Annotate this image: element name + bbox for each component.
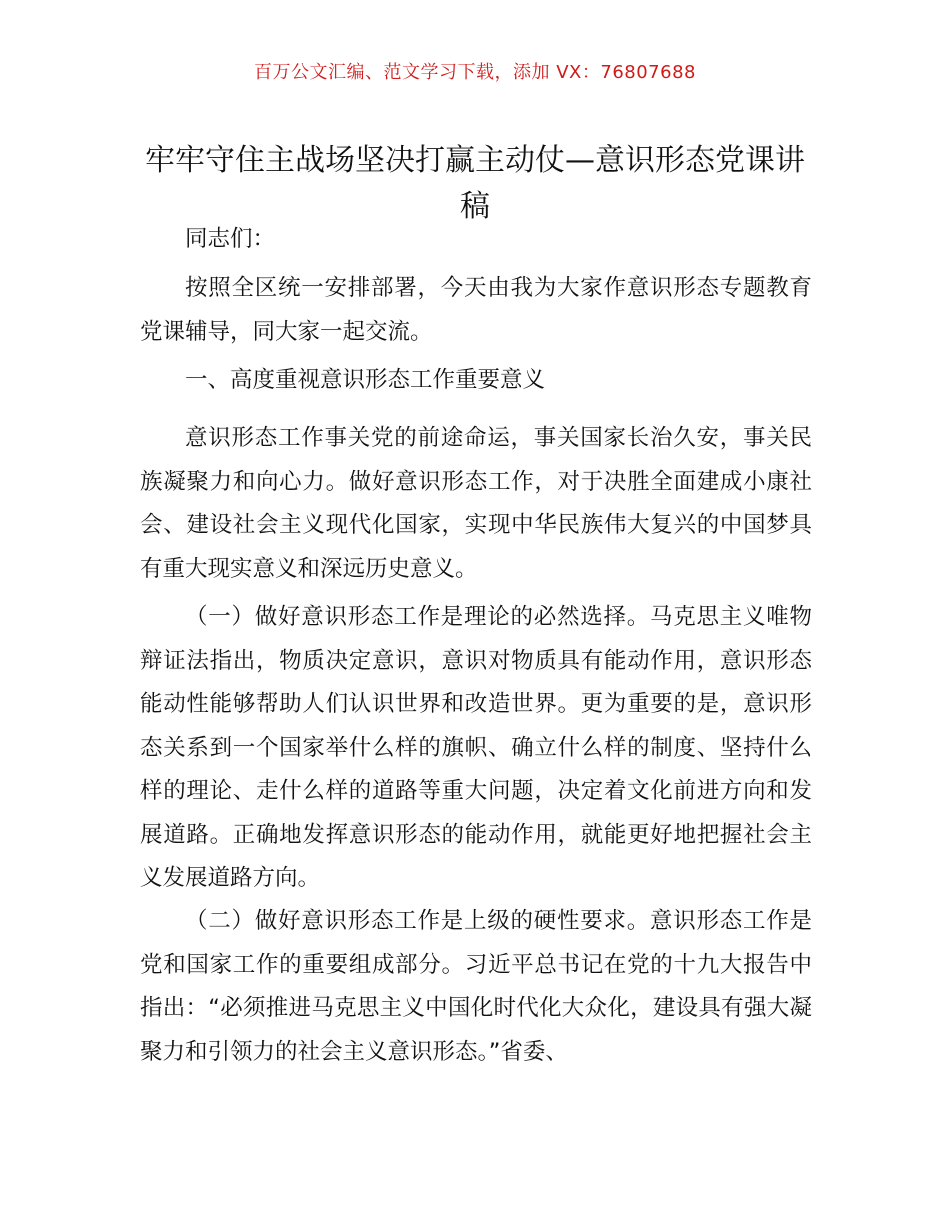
paragraph-significance	[140, 417, 812, 591]
paragraph-text: （一）做好意识形态工作是理论的必然选择。马克思主义唯物辩证法指出，物质决定意识，意识对物质具有能动作用，意识形态能动性能够帮助人们认识世界和改造世界。更为重要的是，意识形态关系到一个国家举什么样的旗帜、确立什么样的制度、坚持什么样的理论、走什么样的道路等重大问题，决定着文化前进方向和发展道路。正确地发挥意识形态的能动作用，就能更好地把握社会主义发展道路方向。	[140, 604, 812, 891]
paragraph-text: （二）做好意识形态工作是上级的硬性要求。意识形态工作是党和国家工作的重要组成部分。习近平总书记在党的十九大报告中指出：“必须推进马克思主义中国化时代化大众化，建设具有强大凝聚力和引领力的社会主义意识形态。”省委、	[140, 908, 812, 1065]
document-title: 牢牢守住主战场坚决打赢主动仗—意识形态党课讲稿	[145, 143, 805, 225]
salutation	[140, 218, 812, 262]
section-heading	[140, 359, 812, 403]
header-watermark-note: 百万公文汇编、范文学习下载，添加 VX：76807688	[254, 62, 696, 83]
paragraph-text: 按照全区统一安排部署，今天由我为大家作意识形态专题教育党课辅导，同大家一起交流。	[140, 275, 812, 345]
paragraph-theory	[140, 596, 812, 901]
paragraph-text: 意识形态工作事关党的前途命运，事关国家长治久安，事关民族凝聚力和向心力。做好意识形态工作，对于决胜全面建成小康社会、建设社会主义现代化国家，实现中华民族伟大复兴的中国梦具有重大现实意义和深远历史意义。	[140, 425, 812, 582]
paragraph-intro	[140, 267, 812, 354]
paragraph-requirement	[140, 900, 812, 1074]
section-heading-text: 一、高度重视意识形态工作重要意义	[185, 367, 546, 393]
salutation-text: 同志们：	[185, 226, 276, 252]
